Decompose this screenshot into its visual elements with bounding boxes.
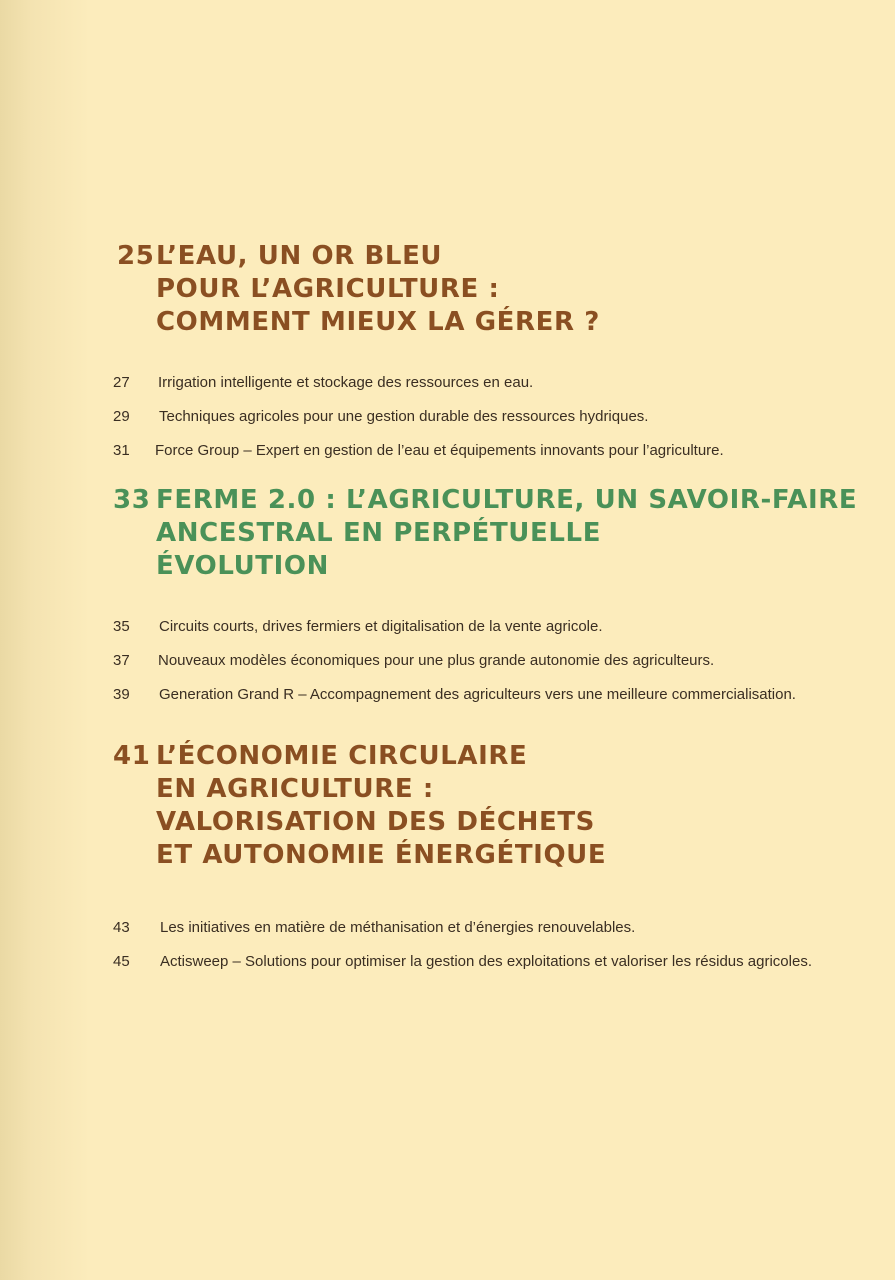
entry-title: Irrigation intelligente et stockage des ressources en eau. bbox=[158, 374, 534, 391]
section-title-line: L’EAU, UN OR BLEU bbox=[156, 241, 443, 271]
entry-title: Les initiatives en matière de méthanisation et d’énergies renouvelables. bbox=[160, 919, 636, 936]
entry-page-number: 39 bbox=[113, 686, 130, 703]
section-title-line: COMMENT MIEUX LA GÉRER ? bbox=[156, 307, 600, 337]
entry-page-number: 29 bbox=[113, 408, 130, 425]
section-title-line: POUR L’AGRICULTURE : bbox=[156, 274, 500, 304]
section-title-line: VALORISATION DES DÉCHETS bbox=[156, 807, 595, 837]
entry-page-number: 43 bbox=[113, 919, 130, 936]
entry-title: Circuits courts, drives fermiers et digitalisation de la vente agricole. bbox=[159, 618, 603, 635]
toc-entry[interactable] bbox=[113, 953, 873, 971]
section-heading[interactable] bbox=[113, 740, 606, 872]
section-title-line: ET AUTONOMIE ÉNERGÉTIQUE bbox=[156, 840, 607, 870]
toc-entry[interactable] bbox=[113, 618, 873, 636]
section-title-line: FERME 2.0 : L’AGRICULTURE, UN SAVOIR-FAIRE bbox=[156, 485, 858, 515]
toc-entry[interactable] bbox=[113, 652, 873, 670]
entry-page-number: 37 bbox=[113, 652, 130, 669]
entry-page-number: 31 bbox=[113, 442, 130, 459]
section-heading[interactable] bbox=[113, 484, 857, 583]
page-spine-shadow bbox=[0, 0, 90, 1280]
section-title-line: ANCESTRAL EN PERPÉTUELLE bbox=[156, 518, 602, 548]
toc-entry[interactable] bbox=[113, 686, 873, 704]
section-title-line: EN AGRICULTURE : bbox=[156, 774, 434, 804]
section-page-number: 41 bbox=[113, 741, 151, 771]
toc-entry[interactable] bbox=[113, 919, 873, 937]
toc-entry[interactable] bbox=[113, 374, 873, 392]
section-page-number: 25 bbox=[117, 241, 155, 271]
entry-title: Techniques agricoles pour une gestion durable des ressources hydriques. bbox=[159, 408, 649, 425]
section-heading[interactable] bbox=[117, 240, 600, 339]
entry-page-number: 45 bbox=[113, 953, 130, 970]
entry-title: Actisweep – Solutions pour optimiser la gestion des exploitations et valoriser les résidus agricoles. bbox=[160, 953, 812, 970]
entry-page-number: 27 bbox=[113, 374, 130, 391]
section-title-line: ÉVOLUTION bbox=[156, 551, 329, 581]
toc-entry[interactable] bbox=[113, 442, 873, 460]
entry-title: Nouveaux modèles économiques pour une plus grande autonomie des agriculteurs. bbox=[158, 652, 715, 669]
toc-entry[interactable] bbox=[113, 408, 873, 426]
entry-title: Force Group – Expert en gestion de l’eau et équipements innovants pour l’agriculture. bbox=[155, 442, 724, 459]
entry-title: Generation Grand R – Accompagnement des agriculteurs vers une meilleure commercialisation. bbox=[159, 686, 796, 703]
section-title-line: L’ÉCONOMIE CIRCULAIRE bbox=[156, 741, 528, 771]
section-page-number: 33 bbox=[113, 485, 151, 515]
entry-page-number: 35 bbox=[113, 618, 130, 635]
